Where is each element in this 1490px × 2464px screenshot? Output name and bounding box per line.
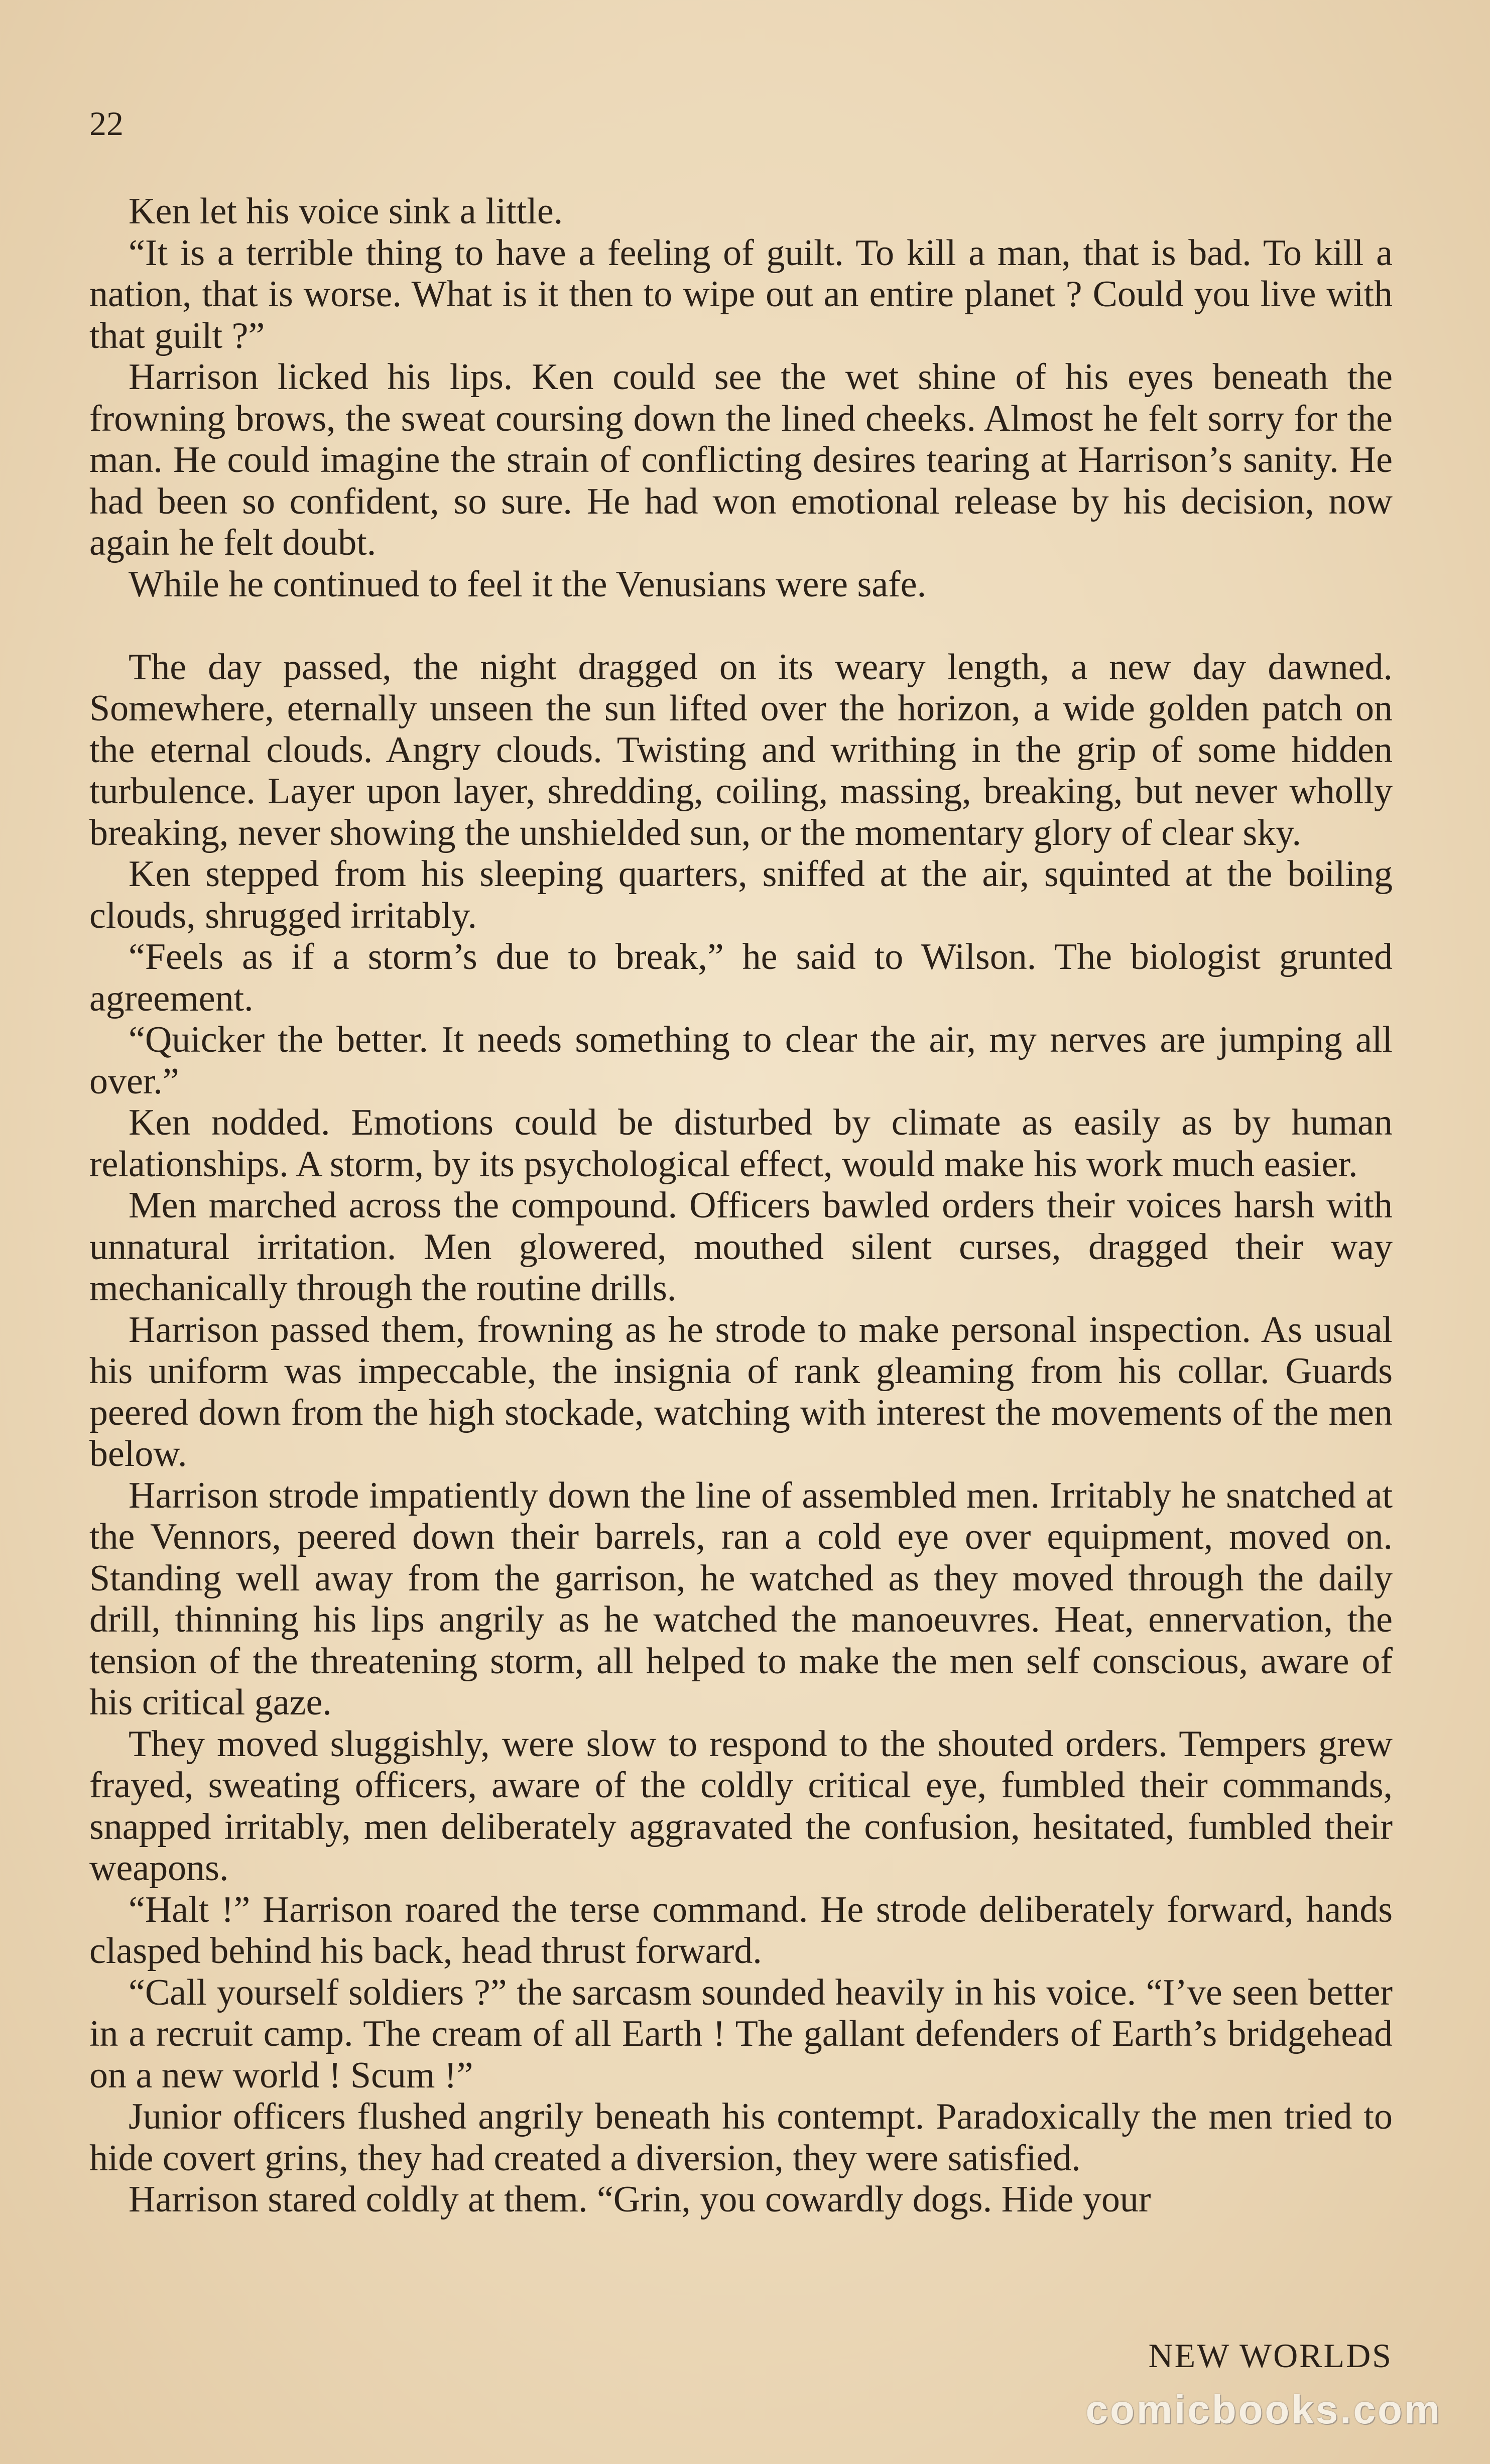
paragraph: “Call yourself soldiers ?” the sarcasm sounded heavily in his voice. “I’ve seen better in a recruit camp. The cream of all Earth ! The gallant defenders of Earth’s bridgehead on a new world ! Scum !” <box>89 1972 1393 2096</box>
paragraph: “Quicker the better. It needs something to clear the air, my nerves are jumping all over.” <box>89 1019 1393 1102</box>
page-number: 22 <box>89 104 123 143</box>
paragraph: Harrison strode impatiently down the line of assembled men. Irritably he snatched at the Vennors, peered down their barrels, ran a cold eye over equipment, moved on. Standing well away from the garrison, he watched as they moved through the daily drill, thinning his lips angrily as he watched the manoeuvres. Heat, ennervation, the tension of the threatening storm, all helped to make the men self conscious, aware of his critical gaze. <box>89 1474 1393 1723</box>
paragraph: Ken nodded. Emotions could be disturbed by climate as easily as by human relationships. A storm, by its psychological effect, would make his work much easier. <box>89 1102 1393 1185</box>
paragraph: Harrison passed them, frowning as he strode to make personal inspection. As usual his uniform was impeccable, the insignia of rank gleaming from his collar. Guards peered down from the high stockade, watching with interest the movements of the men below. <box>89 1309 1393 1474</box>
paragraph: Men marched across the compound. Officers bawled orders their voices harsh with unnatural irritation. Men glowered, mouthed silent curses, dragged their way mechanically through the routine drills. <box>89 1185 1393 1309</box>
paragraph: “Feels as if a storm’s due to break,” he said to Wilson. The biologist grunted agreement. <box>89 936 1393 1019</box>
magazine-title-footer: NEW WORLDS <box>1148 2336 1393 2375</box>
paragraph: Ken stepped from his sleeping quarters, sniffed at the air, squinted at the boiling clouds, shrugged irritably. <box>89 853 1393 936</box>
story-text <box>89 191 1393 2221</box>
paragraph: Junior officers flushed angrily beneath his contempt. Paradoxically the men tried to hide covert grins, they had created a diversion, they were satisfied. <box>89 2096 1393 2179</box>
site-watermark: comicbooks.com <box>1085 2387 1442 2432</box>
paragraph: “Halt !” Harrison roared the terse command. He strode deliberately forward, hands clasped behind his back, head thrust forward. <box>89 1889 1393 1972</box>
paragraph: Ken let his voice sink a little. <box>129 191 563 232</box>
paragraph: Harrison stared coldly at them. “Grin, you cowardly dogs. Hide your <box>129 2179 1151 2220</box>
paragraph: The day passed, the night dragged on its weary length, a new day dawned. Somewhere, eternally unseen the sun lifted over the horizon, a wide golden patch on the eternal clouds. Angry clouds. Twisting and writhing in the grip of some hidden turbulence. Layer upon layer, shredding, coiling, massing, breaking, but never wholly breaking, never showing the unshielded sun, or the momentary glory of clear sky. <box>89 646 1393 853</box>
paragraph: Harrison licked his lips. Ken could see the wet shine of his eyes beneath the frowning brows, the sweat coursing down the lined cheeks. Almost he felt sorry for the man. He could imagine the strain of conflicting desires tearing at Harrison’s sanity. He had been so confident, so sure. He had won emotional release by his decision, now again he felt doubt. <box>89 356 1393 563</box>
paragraph: While he continued to feel it the Venusians were safe. <box>129 563 927 605</box>
paragraph: “It is a terrible thing to have a feeling of guilt. To kill a man, that is bad. To kill a nation, that is worse. What is it then to wipe out an entire planet ? Could you live with that guilt ?” <box>89 232 1393 356</box>
paragraph: They moved sluggishly, were slow to respond to the shouted orders. Tempers grew frayed, sweating officers, aware of the coldly critical eye, fumbled their commands, snapped irritably, men deliberately aggravated the confusion, hesitated, fumbled their weapons. <box>89 1723 1393 1889</box>
